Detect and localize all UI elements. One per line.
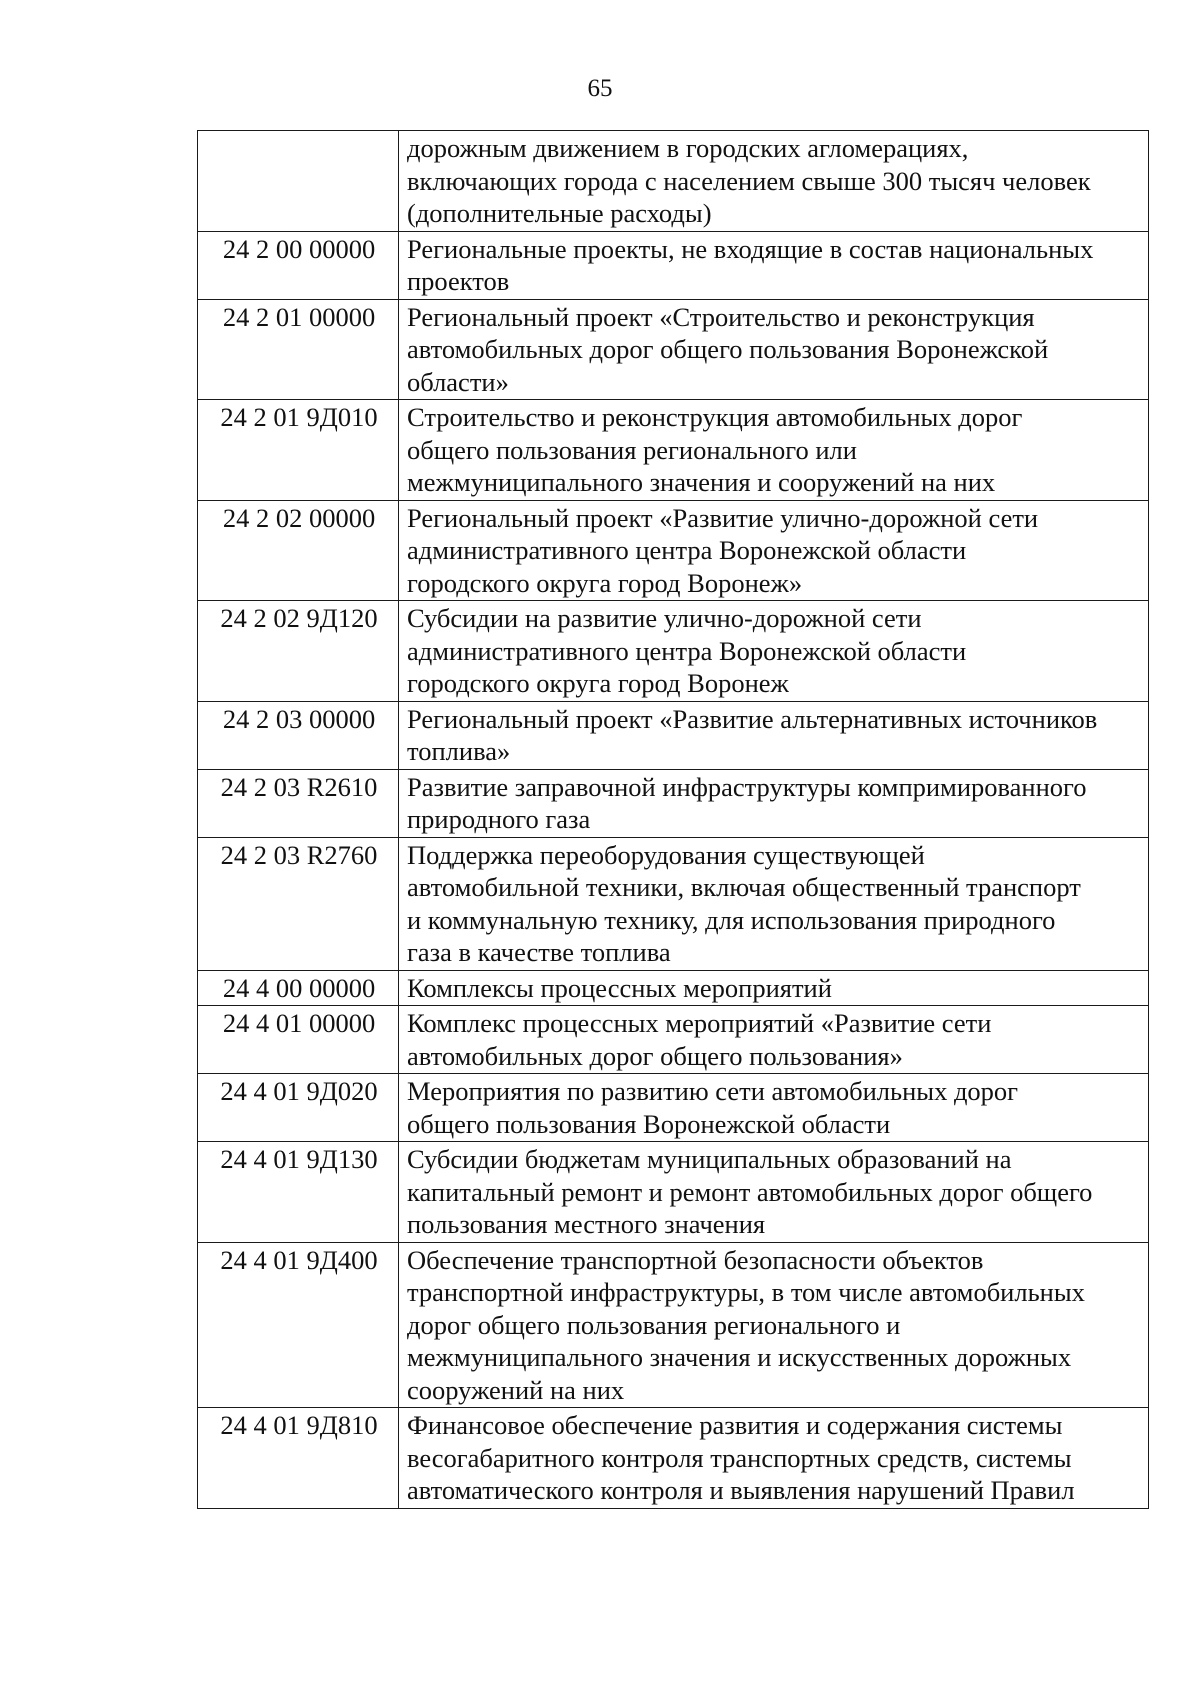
table-row — [198, 1408, 1149, 1509]
code-cell: 24 4 01 9Д810 — [198, 1408, 399, 1509]
description-line: автоматического контроля и выявления нарушений Правил — [407, 1475, 1075, 1505]
description-line: области» — [407, 366, 509, 397]
table-row — [198, 601, 1149, 702]
description-cell — [399, 131, 1149, 232]
table-row — [198, 231, 1149, 299]
description-line: Поддержка переоборудования существующей — [407, 839, 925, 870]
description-line: Строительство и реконструкция автомобильных дорог — [407, 402, 1023, 432]
description-cell — [399, 1006, 1149, 1074]
description-line: межмуниципального значения и искусственных дорожных — [407, 1342, 1072, 1372]
table-row — [198, 1006, 1149, 1074]
page-number: 65 — [587, 75, 613, 102]
table-row — [198, 1142, 1149, 1243]
budget-classification-table — [197, 130, 1149, 1509]
description-line: и коммунальную технику, для использования природного — [407, 904, 1056, 935]
table-row — [198, 1074, 1149, 1142]
description-line: Комплекс процессных мероприятий «Развитие сети — [407, 1008, 992, 1038]
description-line: автомобильных дорог общего пользования» — [407, 1040, 903, 1071]
description-line: транспортной инфраструктуры, в том числе автомобильных — [407, 1277, 1085, 1307]
code-cell: 24 2 02 9Д120 — [198, 601, 399, 702]
description-line: межмуниципального значения и сооружений на них — [407, 467, 996, 497]
description-line: автомобильных дорог общего пользования Воронежской — [407, 334, 1049, 364]
description-cell — [399, 1142, 1149, 1243]
code-cell: 24 4 01 9Д130 — [198, 1142, 399, 1243]
table-row — [198, 400, 1149, 501]
description-line: общего пользования регионального или — [407, 434, 857, 465]
description-line: газа в качестве топлива — [407, 937, 671, 967]
description-cell — [399, 231, 1149, 299]
description-line: городского округа город Воронеж» — [407, 567, 803, 598]
description-line: весогабаритного контроля транспортных средств, системы — [407, 1442, 1072, 1473]
description-line: административного центра Воронежской области — [407, 535, 967, 565]
description-cell — [399, 299, 1149, 400]
description-line: Региональные проекты, не входящие в состав национальных — [407, 233, 1094, 264]
description-line: Региональный проект «Строительство и реконструкция — [407, 301, 1035, 332]
description-line: сооружений на них — [407, 1374, 625, 1405]
code-cell: 24 4 01 00000 — [198, 1006, 399, 1074]
code-cell — [198, 131, 399, 232]
code-cell: 24 2 03 R2610 — [198, 769, 399, 837]
description-line: Субсидии бюджетам муниципальных образований на — [407, 1144, 1012, 1174]
description-line: включающих города с населением свыше 300 тысяч человек — [407, 165, 1091, 196]
code-cell: 24 4 00 00000 — [198, 970, 399, 1006]
code-cell: 24 4 01 9Д400 — [198, 1242, 399, 1408]
description-line: (дополнительные расходы) — [407, 198, 712, 228]
description-line: капитальный ремонт и ремонт автомобильных дорог общего — [407, 1176, 1093, 1207]
description-line: дорог общего пользования регионального и — [407, 1309, 901, 1340]
description-cell — [399, 1408, 1149, 1509]
description-line: природного газа — [407, 804, 591, 834]
description-line: пользования местного значения — [407, 1209, 766, 1239]
code-cell: 24 2 01 9Д010 — [198, 400, 399, 501]
code-cell: 24 2 01 00000 — [198, 299, 399, 400]
description-line: Региональный проект «Развитие альтернативных источников — [407, 703, 1098, 734]
description-line: городского округа город Воронеж — [407, 668, 789, 698]
table-row — [198, 131, 1149, 232]
table-row — [198, 299, 1149, 400]
description-line: административного центра Воронежской области — [407, 635, 967, 666]
description-cell — [399, 1074, 1149, 1142]
description-cell — [399, 400, 1149, 501]
table-row — [198, 1242, 1149, 1408]
description-line: Комплексы процессных мероприятий — [407, 972, 832, 1003]
description-cell — [399, 769, 1149, 837]
description-cell — [399, 500, 1149, 601]
table-row — [198, 769, 1149, 837]
table-row — [198, 500, 1149, 601]
table-row — [198, 701, 1149, 769]
description-cell — [399, 837, 1149, 970]
code-cell: 24 4 01 9Д020 — [198, 1074, 399, 1142]
description-line: Мероприятия по развитию сети автомобильных дорог — [407, 1076, 1019, 1106]
code-cell: 24 2 02 00000 — [198, 500, 399, 601]
table-row — [198, 837, 1149, 970]
code-cell: 24 2 03 00000 — [198, 701, 399, 769]
description-line: Субсидии на развитие улично-дорожной сети — [407, 603, 922, 633]
description-line: Финансовое обеспечение развития и содержания системы — [407, 1410, 1063, 1440]
description-cell — [399, 601, 1149, 702]
table-row — [198, 970, 1149, 1006]
code-cell: 24 2 03 R2760 — [198, 837, 399, 970]
description-line: Обеспечение транспортной безопасности объектов — [407, 1244, 984, 1275]
description-line: Региональный проект «Развитие улично-дорожной сети — [407, 502, 1039, 533]
description-line: проектов — [407, 266, 510, 296]
description-line: автомобильной техники, включая общественный транспорт — [407, 872, 1081, 902]
description-cell — [399, 701, 1149, 769]
description-line: общего пользования Воронежской области — [407, 1108, 891, 1139]
description-cell — [399, 970, 1149, 1006]
description-line: топлива» — [407, 736, 511, 766]
table-body — [198, 131, 1149, 1509]
description-cell — [399, 1242, 1149, 1408]
code-cell: 24 2 00 00000 — [198, 231, 399, 299]
description-line: дорожным движением в городских агломерациях, — [407, 133, 969, 163]
description-line: Развитие заправочной инфраструктуры компримированного — [407, 771, 1087, 802]
